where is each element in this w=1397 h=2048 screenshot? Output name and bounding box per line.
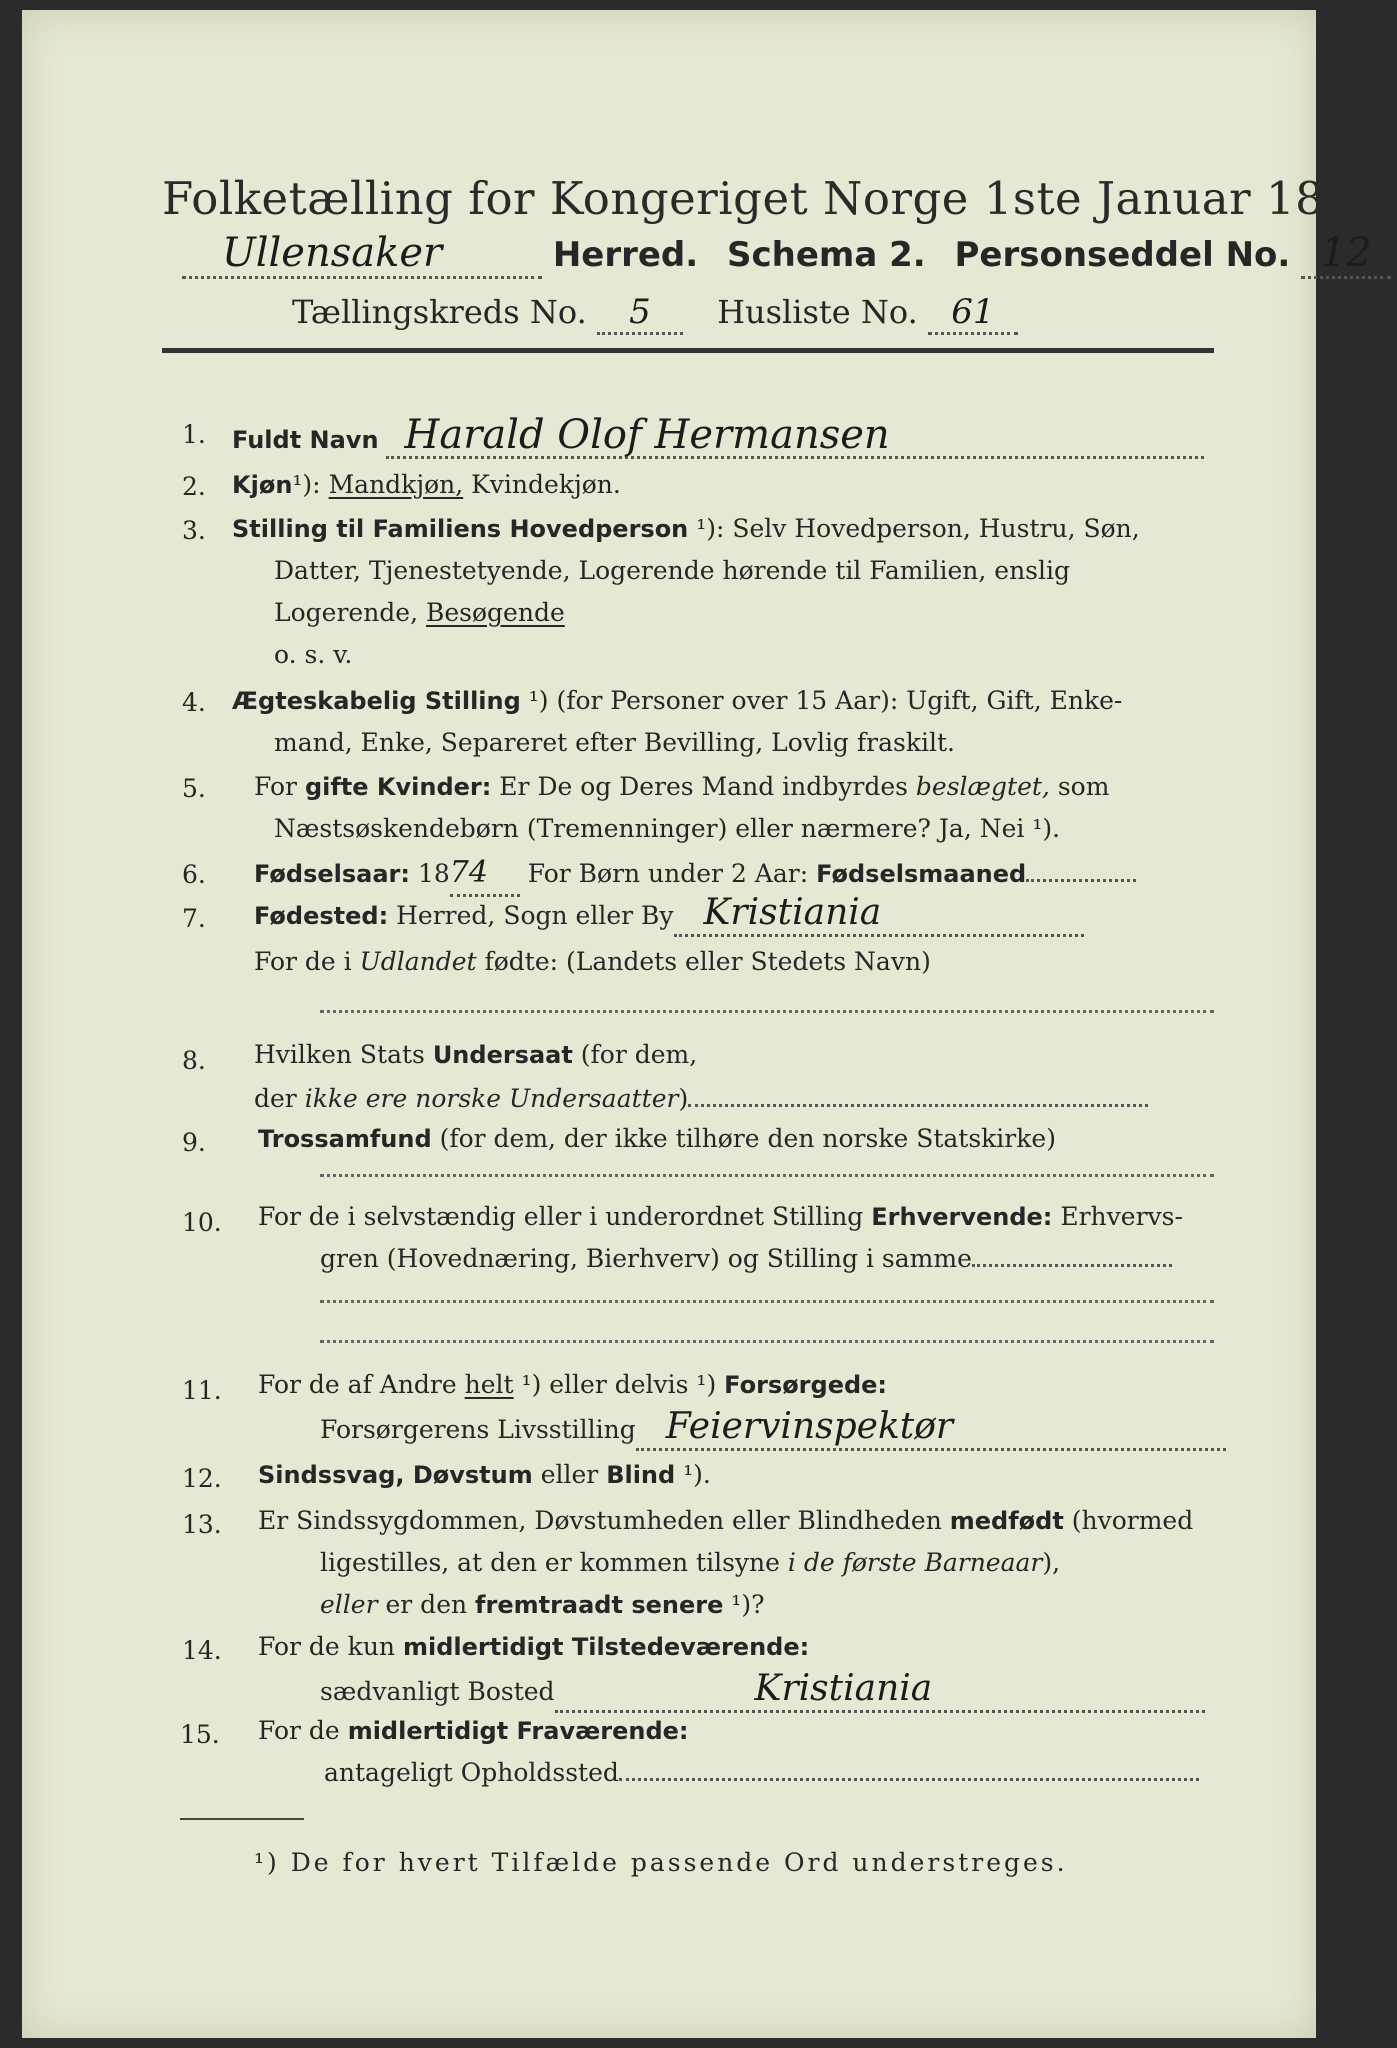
- q4-line1: ¹) (for Personer over 15 Aar): Ugift, Gift, Enke-: [520, 686, 1123, 715]
- q15-line2: antageligt Opholdssted: [324, 1758, 619, 1787]
- q13-label: medfødt: [949, 1507, 1064, 1535]
- q3-line4: o. s. v.: [274, 640, 353, 669]
- q5-line2: Næstsøskendebørn (Tremenninger) eller nærmere? Ja, Nei ¹).: [274, 814, 1061, 843]
- q2: [232, 464, 621, 506]
- q8-line2b: ): [678, 1084, 689, 1113]
- q11-line1a: For de af Andre: [258, 1370, 465, 1399]
- q7: [254, 892, 1084, 983]
- q1-number: 1.: [182, 420, 206, 449]
- q8-line1a: Hvilken Stats: [254, 1040, 433, 1069]
- form-title: Folketælling for Kongeriget Norge 1ste Januar 1891.: [162, 172, 1397, 225]
- q14: [258, 1626, 1205, 1713]
- herred-name: Ullensaker: [182, 230, 542, 279]
- q15: [258, 1710, 1199, 1794]
- q4: [232, 680, 1122, 764]
- q8-line2a: der: [254, 1084, 305, 1113]
- q9-label: Trossamfund: [258, 1125, 432, 1153]
- personseddel-label: Personseddel No.: [954, 235, 1291, 275]
- q12-number: 12.: [182, 1464, 222, 1493]
- q10-label: Erhvervende:: [871, 1203, 1053, 1231]
- q7-line2b: fødte: (Landets eller Stedets Navn): [476, 947, 931, 976]
- q7-line1: Herred, Sogn eller By: [388, 901, 674, 930]
- q6-label2: Fødselsmaaned: [816, 860, 1027, 888]
- q1: [232, 414, 1204, 461]
- q5-prefix: For: [254, 772, 305, 801]
- q6-year-prefix: 18: [410, 859, 450, 888]
- q2-text: ¹):: [292, 470, 329, 499]
- q14-number: 14.: [182, 1636, 222, 1665]
- q5-line1: Er De og Deres Mand indbyrdes: [491, 772, 916, 801]
- q12-label: Sindssvag, Døvstum: [258, 1461, 533, 1489]
- q13-line3b: ¹)?: [723, 1590, 765, 1619]
- q9-blank-line: [320, 1174, 1214, 1177]
- q11: [258, 1364, 1226, 1451]
- q10-line2: gren (Hovednæring, Bierhverv) og Stilling i samme: [320, 1244, 972, 1273]
- q5-label: gifte Kvinder:: [304, 773, 492, 801]
- q1-label: Fuldt Navn: [232, 426, 379, 454]
- q12-label2: Blind: [606, 1461, 676, 1489]
- q15-prefix: For de: [258, 1716, 348, 1745]
- q3-line1: ¹): Selv Hovedperson, Hustru, Søn,: [688, 514, 1140, 543]
- q12: [258, 1454, 711, 1496]
- q4-line2: mand, Enke, Separeret efter Bevilling, Lovlig fraskilt.: [274, 728, 955, 757]
- q9: [258, 1118, 1056, 1160]
- q8-line2-italic: ikke ere norske Undersaatter: [304, 1084, 679, 1113]
- q15-number: 15.: [180, 1720, 220, 1749]
- q11-helt: helt: [464, 1370, 514, 1399]
- q15-label: midlertidigt Fraværende:: [347, 1717, 689, 1745]
- q14-line2: sædvanligt Bosted: [320, 1677, 555, 1706]
- q6-number: 6.: [182, 860, 206, 889]
- q8-number: 8.: [182, 1046, 206, 1075]
- kreds-label: Tællingskreds No.: [292, 293, 587, 331]
- q4-number: 4.: [182, 688, 206, 717]
- census-form-page: [22, 10, 1397, 2038]
- q8-field: [688, 1104, 1148, 1107]
- q3: [232, 508, 1140, 676]
- q12-end: ¹).: [675, 1460, 711, 1489]
- q3-line3b: Besøgende: [426, 598, 565, 627]
- q7-line2a: For de i: [254, 947, 360, 976]
- q11-number: 11.: [182, 1376, 222, 1405]
- q4-label: Ægteskabelig Stilling: [232, 687, 521, 715]
- q9-number: 9.: [182, 1128, 206, 1157]
- q7-label: Fødested:: [254, 902, 389, 930]
- q13-line1b: (hvormed: [1063, 1506, 1194, 1535]
- personseddel-no: 12: [1301, 230, 1391, 279]
- schema-label: Schema 2.: [727, 235, 926, 275]
- q10-blank-line-1: [320, 1300, 1214, 1303]
- q6-mid: For Børn under 2 Aar:: [519, 859, 817, 888]
- q5: [254, 766, 1109, 850]
- herred-line: [182, 230, 1391, 279]
- q3-line3a: Logerende,: [274, 598, 426, 627]
- q1-answer: Harald Olof Hermansen: [386, 414, 1204, 459]
- q14-label: midlertidigt Tilstedeværende:: [402, 1633, 810, 1661]
- q13-line1a: Er Sindssygdommen, Døvstumheden eller Blindheden: [258, 1506, 950, 1535]
- q13-line3-italic: eller: [320, 1590, 378, 1619]
- kreds-line: [292, 292, 1018, 335]
- q15-field: [619, 1778, 1199, 1781]
- q9-line1: (for dem, der ikke tilhøre den norske Statskirke): [431, 1124, 1056, 1153]
- q14-answer: Kristiania: [555, 1668, 1205, 1713]
- q5-line1-italic: beslægtet,: [915, 772, 1050, 801]
- q8-line1b: (for dem,: [572, 1040, 698, 1069]
- footnote: ¹) De for hvert Tilfælde passende Ord understreges.: [254, 1848, 1068, 1877]
- q10-number: 10.: [182, 1208, 222, 1237]
- q11-answer: Feiervinspektør: [636, 1406, 1226, 1451]
- q6-month-field: [1026, 879, 1136, 882]
- kreds-no: 5: [597, 292, 683, 335]
- q10-blank-line-2: [320, 1340, 1214, 1343]
- q11-line1b: ¹) eller delvis ¹): [513, 1370, 725, 1399]
- q2-opt-male: Mandkjøn,: [328, 470, 464, 499]
- q8: [254, 1034, 1148, 1120]
- q8-label: Undersaat: [432, 1041, 573, 1069]
- herred-label: Herred.: [552, 235, 699, 275]
- q7-number: 7.: [182, 904, 206, 933]
- q13-line2b: ),: [1042, 1548, 1061, 1577]
- q13-line2a: ligestilles, at den er kommen tilsyne: [320, 1548, 788, 1577]
- q10: [258, 1196, 1183, 1280]
- q11-line2: Forsørgerens Livsstilling: [320, 1415, 636, 1444]
- q2-label: Kjøn: [232, 471, 293, 499]
- q13-number: 13.: [182, 1510, 222, 1539]
- q2-number: 2.: [182, 472, 206, 501]
- q13-line2-italic: i de første Barneaar: [787, 1548, 1043, 1577]
- q5-line1-end: som: [1049, 772, 1110, 801]
- q10-line1b: Erhvervs-: [1052, 1202, 1183, 1231]
- q3-line2: Datter, Tjenestetyende, Logerende hørende til Familien, enslig: [274, 556, 1071, 585]
- q7-line2-italic: Udlandet: [359, 947, 477, 976]
- q7-blank-line: [320, 1010, 1214, 1013]
- husliste-no: 61: [928, 292, 1018, 335]
- q13: [258, 1500, 1193, 1626]
- q13-label2: fremtraadt senere: [475, 1591, 724, 1619]
- q3-number: 3.: [182, 516, 206, 545]
- header-rule: [162, 348, 1214, 353]
- q7-answer: Kristiania: [674, 892, 1084, 937]
- q14-prefix: For de kun: [258, 1632, 403, 1661]
- footnote-rule: [180, 1818, 304, 1820]
- husliste-label: Husliste No.: [717, 293, 918, 331]
- q5-number: 5.: [182, 774, 206, 803]
- q2-opt-female: Kvindekjøn.: [463, 470, 621, 499]
- q3-label: Stilling til Familiens Hovedperson: [232, 515, 689, 543]
- q11-label: Forsørgede:: [724, 1371, 888, 1399]
- q10-line1a: For de i selvstændig eller i underordnet Stilling: [258, 1202, 872, 1231]
- q6-label: Fødselsaar:: [254, 860, 410, 888]
- q12-text: eller: [532, 1460, 607, 1489]
- q6: [254, 852, 1136, 897]
- q13-line3a: er den: [377, 1590, 476, 1619]
- q6-year: 74: [450, 852, 520, 897]
- q10-field: [972, 1264, 1172, 1267]
